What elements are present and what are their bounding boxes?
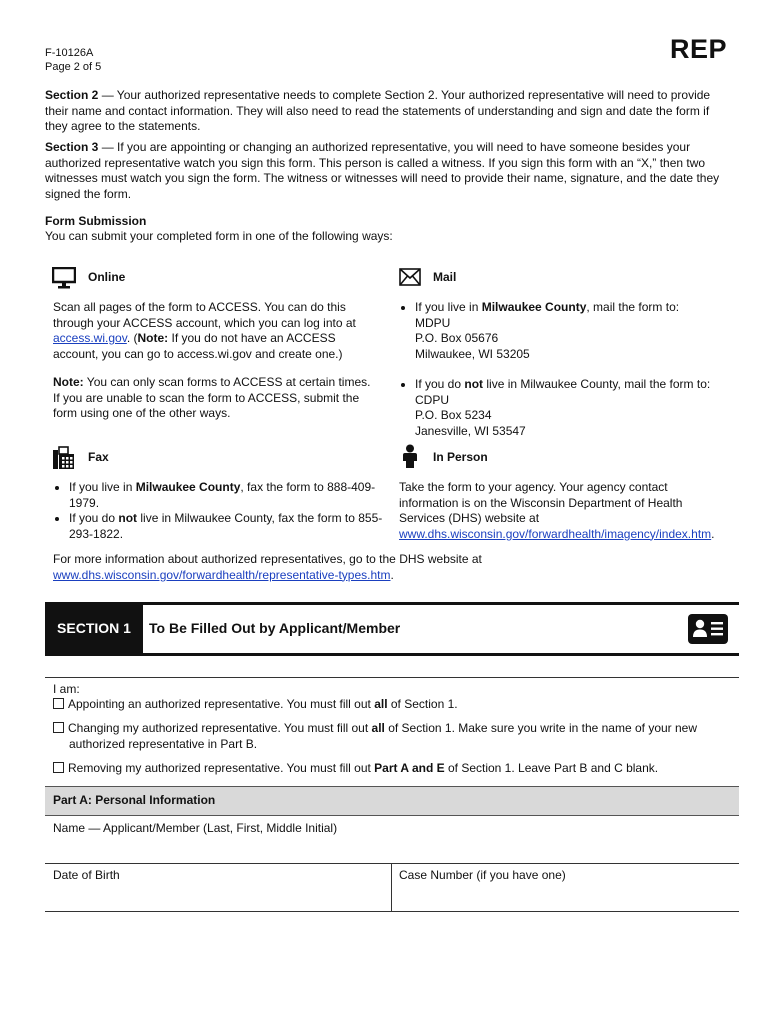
option-text: of Section 1. <box>387 697 458 711</box>
in-person-title: In Person <box>433 450 488 464</box>
fax-text: , fax the form to 888-409-1979. <box>69 480 376 510</box>
removing-checkbox[interactable] <box>53 762 64 773</box>
section2-lead: Section 2 <box>45 88 99 102</box>
monitor-icon <box>52 267 76 289</box>
mail-option-other <box>415 377 750 439</box>
section1-title: To Be Filled Out by Applicant/Member <box>149 620 401 637</box>
option-text: Removing my authorized representative. You must fill out <box>68 761 375 775</box>
option-text: of Section 1. Leave Part B and C blank. <box>444 761 659 775</box>
fax-bold: Milwaukee County <box>135 480 241 494</box>
option-text: Changing my authorized representative. You must fill out <box>68 721 372 735</box>
option-bold: all <box>374 697 388 711</box>
online-paragraph-1 <box>53 300 379 362</box>
dhs-agency-link[interactable]: www.dhs.wisconsin.gov/forwardhealth/imagency/index.htm <box>399 526 712 541</box>
in-person-text: . <box>711 526 715 541</box>
form-submission-intro: You can submit your completed form in one of the following ways: <box>45 229 393 243</box>
online-note-text: You can only scan forms to ACCESS at certain times. If you are unable to scan the form to ACCESS, submit the form using one of the other ways. <box>53 375 371 420</box>
changing-checkbox[interactable] <box>53 722 64 733</box>
name-field-label: Name — Applicant/Member (Last, First, Middle Initial) <box>53 821 338 835</box>
dob-field-label: Date of Birth <box>53 868 120 882</box>
more-info-paragraph <box>53 552 733 583</box>
case-number-field[interactable] <box>392 884 739 911</box>
fax-option-milwaukee <box>69 480 389 511</box>
address-line: CDPU <box>415 392 450 407</box>
mail-text: If you do <box>415 377 465 391</box>
mail-bold: Milwaukee County <box>481 300 587 314</box>
section2-paragraph <box>45 88 735 135</box>
divider <box>45 677 739 678</box>
online-note-label: Note: <box>137 331 169 345</box>
address-line: P.O. Box 5234 <box>415 408 492 422</box>
fax-title: Fax <box>88 450 109 464</box>
mail-bold: not <box>464 377 484 391</box>
address-line: Janesville, WI 53547 <box>415 423 526 438</box>
access-link[interactable]: access.wi.gov <box>53 331 127 345</box>
person-icon <box>401 444 419 468</box>
form-code: REP <box>670 34 728 64</box>
mail-title: Mail <box>433 270 457 284</box>
section2-text: — Your authorized representative needs to complete Section 2. Your authorized representative will need to provide their name and contact information. They will also need to read the statements of understanding and sign and date the form if they agree to the statements. <box>45 88 711 133</box>
option-bold: all <box>371 721 385 735</box>
appointing-checkbox[interactable] <box>53 698 64 709</box>
fax-option-other <box>69 511 389 542</box>
name-field[interactable] <box>45 836 739 863</box>
in-person-text: Take the form to your agency. Your agency contact information is on the Wisconsin Department of Health Services (DHS) website at <box>399 480 683 525</box>
online-text: If you do not have an ACCESS account, you can go to access.wi.gov and create one.) <box>53 331 343 361</box>
online-text: . ( <box>126 331 138 345</box>
option-appointing <box>53 697 738 713</box>
online-note-label: Note: <box>53 375 84 389</box>
fax-text: live in Milwaukee County, fax the form to 855-293-1822. <box>69 511 383 541</box>
online-text: Scan all pages of the form to ACCESS. You can do this through your ACCESS account, which you can log into at <box>53 300 356 330</box>
option-text: Appointing an authorized representative. You must fill out <box>68 697 375 711</box>
mail-option-milwaukee <box>415 300 750 362</box>
id-card-icon <box>688 614 728 644</box>
form-submission-heading: Form Submission <box>45 214 147 228</box>
dob-field[interactable] <box>45 884 391 911</box>
page-indicator: Page 2 of 5 <box>45 61 102 73</box>
section1-bar <box>45 602 739 656</box>
mail-text: , mail the form to: <box>586 300 680 314</box>
online-paragraph-2 <box>53 375 379 422</box>
in-person-paragraph <box>399 480 719 542</box>
case-number-label: Case Number (if you have one) <box>399 868 566 882</box>
option-bold: Part A and E <box>374 761 445 775</box>
address-line: Milwaukee, WI 53205 <box>415 346 530 361</box>
dhs-representative-link[interactable]: www.dhs.wisconsin.gov/forwardhealth/representative-types.htm <box>53 567 391 582</box>
section3-lead: Section 3 <box>45 140 99 154</box>
address-line: P.O. Box 05676 <box>415 331 499 345</box>
option-text: of Section 1. Make sure you write in the name of your new authorized representative in Part B. <box>69 721 698 751</box>
address-line: MDPU <box>415 315 451 330</box>
divider <box>45 863 739 864</box>
fax-text: If you live in <box>69 480 136 494</box>
online-title: Online <box>88 270 126 284</box>
fax-icon <box>53 446 74 470</box>
option-changing <box>53 721 754 752</box>
form-number: F-10126A <box>45 47 94 59</box>
section3-paragraph <box>45 140 735 202</box>
i-am-label: I am: <box>53 682 80 696</box>
section3-text: — If you are appointing or changing an authorized representative, you will need to have someone besides your authorized representative watch you sign this form. This person is called a witness. If you sign this form with an “X,” then two witnesses must watch you sign the form. The witness or witnesses will need to provide their name, signature, and the date they signed the form. <box>45 140 720 201</box>
option-removing <box>53 761 738 777</box>
part-a-heading: Part A: Personal Information <box>45 786 739 816</box>
fax-text: If you do <box>69 511 119 525</box>
section1-tag: SECTION 1 <box>45 605 143 653</box>
more-info-text: . <box>390 567 394 582</box>
envelope-icon <box>399 268 421 286</box>
mail-list <box>399 300 750 439</box>
divider <box>45 911 739 912</box>
fax-list <box>53 480 389 542</box>
more-info-text: For more information about authorized representatives, go to the DHS website at <box>53 552 482 566</box>
mail-text: live in Milwaukee County, mail the form to: <box>483 377 711 391</box>
mail-text: If you live in <box>415 300 482 314</box>
fax-bold: not <box>118 511 138 525</box>
